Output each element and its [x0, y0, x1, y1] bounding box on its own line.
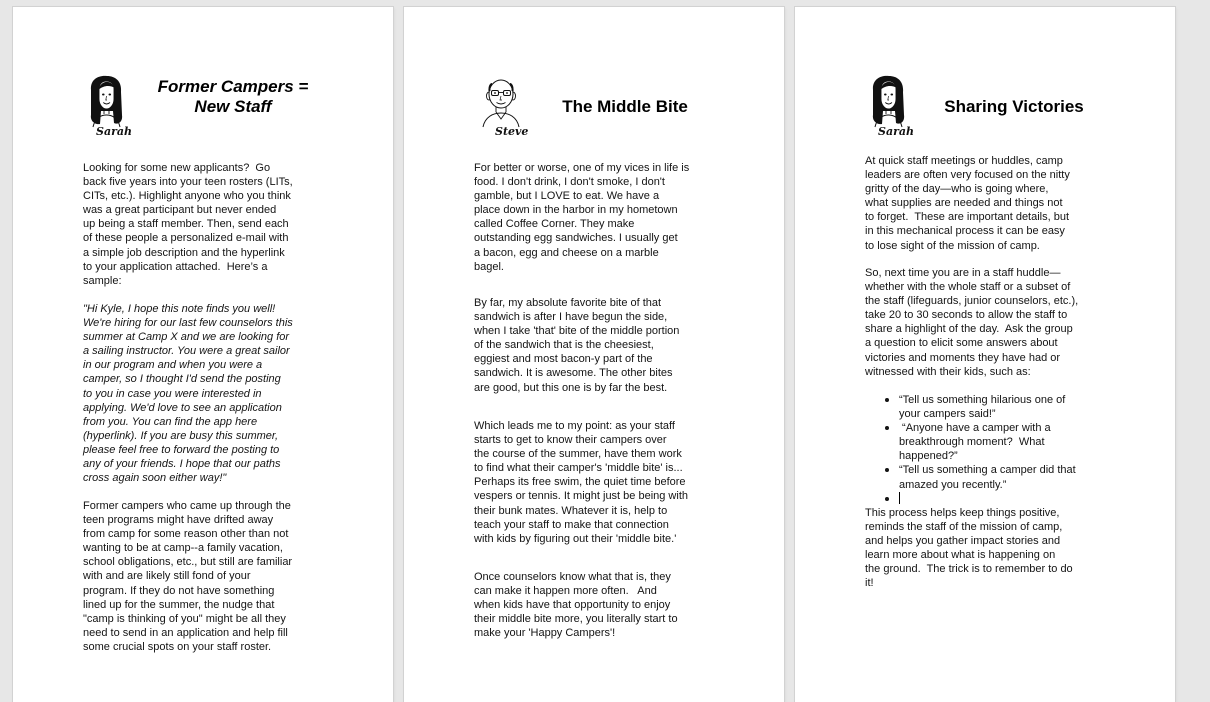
text-line: whether with the whole staff or a subset of [865, 281, 1071, 294]
text-line: can make it happen more often. And [474, 585, 657, 598]
text-line: outstanding egg sandwiches. I usually get [474, 232, 678, 245]
text-line: CITs, etc.). Highlight anyone who you think [83, 190, 291, 203]
text-line: reminds the staff of the mission of camp, [865, 521, 1063, 534]
author-signature: Sarah [878, 125, 914, 137]
text-line: teen programs might have drifted away [83, 514, 274, 527]
text-line: up being a staff member. Then, send each [83, 218, 289, 231]
text-line: breakthrough moment? What [899, 436, 1045, 449]
text-line: from camp for some reason other than not [83, 528, 289, 541]
text-line: to forget. These are important details, but [865, 211, 1070, 224]
text-line: are good, but this one is by far the best. [474, 381, 668, 394]
text-line: to find what their camper's 'middle bite' is... [474, 462, 683, 475]
text-line: By far, my absolute favorite bite of that [474, 297, 662, 309]
text-line: share a highlight of the day. Ask the group [865, 323, 1073, 336]
text-line: to your application attached. Here’s a [83, 260, 268, 273]
text-line: lined up for the summer, the nudge that [83, 598, 275, 611]
text-line: learn more about what is happening on [865, 549, 1056, 562]
steve-avatar-icon [476, 75, 532, 137]
text-line: a question to elicit some answers about [865, 337, 1058, 350]
text-line: some crucial spots on your staff roster. [83, 640, 272, 653]
text-line: camper, so I thought I'd send the posting [83, 373, 281, 386]
bullet-item [884, 421, 1076, 463]
text-line: it! [865, 577, 874, 590]
author-signature: Steve [495, 125, 529, 137]
text-line: applying. We'd love to see an application [83, 401, 282, 414]
text-line: take 20 to 30 seconds to allow the staff to [865, 309, 1068, 322]
bullet-icon [884, 393, 899, 407]
text-line: sandwich. It is awesome. The other bites [474, 367, 673, 380]
text-line: We're hiring for our last few counselors this [83, 317, 293, 330]
text-line: gritty of the day—who is going where, [865, 183, 1049, 196]
sarah-avatar-icon [862, 75, 918, 137]
text-line: their middle bite more, you literally start to [474, 613, 678, 626]
paragraph [474, 419, 688, 546]
text-line: So, next time you are in a staff huddle— [865, 267, 1061, 279]
bullet-text [899, 393, 1065, 421]
page-title [934, 97, 1094, 117]
text-line: back five years into your teen rosters (LITs, [83, 176, 293, 189]
text-line: called Coffee Corner. They make [474, 218, 635, 231]
text-line: witnessed with their kids, such as: [865, 365, 1031, 378]
text-line: For better or worse, one of my vices in life is [474, 162, 690, 174]
text-line: "Hi Kyle, I hope this note finds you well! [83, 303, 276, 315]
text-line: need to send in an application and help fill [83, 626, 288, 639]
text-line: gamble, but I LOVE to eat. We have a [474, 190, 660, 203]
text-line: any of your friends. I hope that our paths [83, 458, 281, 471]
bullet-icon [884, 421, 899, 435]
paragraph [865, 506, 1073, 591]
text-line: Perhaps its free swim, the quiet time before [474, 476, 686, 489]
bullet-list [884, 393, 1076, 506]
text-line: (hyperlink). If you are busy this summer, [83, 429, 279, 442]
paragraph [474, 296, 679, 395]
text-line: food. I don't drink, I don't smoke, I don't [474, 176, 665, 189]
text-line: of these people a personalized e-mail with [83, 232, 289, 245]
page-title-line: Former Campers = [157, 77, 309, 96]
text-line: summer at Camp X and we are looking for [83, 331, 290, 344]
text-line: sandwich is after I have begun the side, [474, 311, 668, 324]
document-page-2[interactable] [404, 7, 784, 702]
text-line: “Tell us something a camper did that [899, 464, 1076, 477]
bullet-icon [884, 463, 899, 477]
text-line: in our program and when you were a [83, 359, 263, 372]
paragraph [83, 161, 293, 288]
text-line: the course of the summer, have them work [474, 448, 682, 461]
text-line: to you in case you were interested in [83, 387, 262, 400]
paragraph [474, 161, 689, 274]
page-title [545, 97, 705, 117]
text-line: vespers or tennis. It might just be being with [474, 490, 688, 503]
text-line: happened?” [899, 450, 958, 463]
page-title [153, 77, 313, 117]
text-line: from you. You can find the app here [83, 415, 258, 428]
text-line: program. If they do not have something [83, 584, 275, 597]
text-line: when I take 'that' bite of the middle portion [474, 325, 680, 338]
text-line: bagel. [474, 260, 504, 273]
text-line: school obligations, etc., but still are familiar [83, 556, 293, 569]
text-line: and helps you gather impact stories and [865, 535, 1061, 548]
text-line: sample: [83, 274, 122, 287]
document-page-1[interactable] [13, 7, 393, 702]
text-line: “Tell us something hilarious one of [899, 394, 1066, 406]
page-title-line: New Staff [194, 97, 272, 116]
text-line: Looking for some new applicants? Go [83, 162, 271, 174]
text-line: a simple job description and the hyperlink [83, 246, 285, 259]
text-line: a sailing instructor. You were a great sailor [83, 345, 290, 358]
bullet-item [884, 492, 1076, 506]
text-line: the ground. The trick is to remember to do [865, 563, 1073, 576]
text-line: Former campers who came up through the [83, 500, 291, 512]
text-line: was a great participant but never ended [83, 204, 277, 217]
sample-email-paragraph [83, 302, 293, 485]
text-line: in this mechanical process it can be easy [865, 225, 1065, 238]
text-line: the staff (lifeguards, junior counselors, etc.), [865, 295, 1079, 308]
text-line: their bunk mates. Whatever it is, help to [474, 504, 668, 517]
text-line: to lose sight of the mission of camp. [865, 239, 1040, 252]
paragraph [83, 499, 292, 654]
text-line: leaders are often very focused on the nitty [865, 169, 1070, 182]
text-line: teach your staff to make that connection [474, 518, 669, 531]
text-line: Which leads me to my point: as your staff [474, 420, 675, 432]
bullet-text [899, 463, 1076, 491]
text-line: “Anyone have a camper with a [899, 422, 1051, 435]
text-line: This process helps keep things positive, [865, 507, 1060, 519]
sarah-avatar-icon [80, 75, 136, 137]
bullet-item [884, 463, 1076, 491]
text-line: eggiest and most bacon-y part of the [474, 353, 653, 366]
text-line: a bacon, egg and cheese on a marble [474, 246, 659, 259]
text-line: with and are likely still fond of your [83, 570, 251, 583]
text-line: wanting to be at camp--a family vacation, [83, 542, 283, 555]
text-line: At quick staff meetings or huddles, camp [865, 155, 1063, 167]
paragraph [474, 570, 678, 640]
text-line: "camp is thinking of you" might be all they [83, 612, 286, 625]
text-line: cross again soon either way!" [83, 472, 227, 485]
text-line: please feel free to forward the posting to [83, 443, 280, 456]
author-signature: Sarah [96, 125, 132, 137]
text-line: place down in the harbor in my hometown [474, 204, 678, 217]
text-line: victories and moments they have had or [865, 351, 1061, 364]
page-title-line: The Middle Bite [562, 97, 688, 116]
text-line: your campers said!” [899, 408, 996, 421]
text-cursor [899, 492, 900, 504]
paragraph [865, 266, 1078, 379]
text-line: what supplies are needed and things not [865, 197, 1063, 210]
document-page-3[interactable] [795, 7, 1175, 702]
text-line: with kids by figuring out their 'middle bite.' [474, 532, 677, 545]
paragraph [865, 154, 1070, 253]
text-line: of the sandwich that is the cheesiest, [474, 339, 654, 352]
text-line: Once counselors know what that is, they [474, 571, 671, 583]
text-line: starts to get to know their campers over [474, 434, 667, 447]
bullet-text [899, 421, 1051, 463]
text-line: make your 'Happy Campers'! [474, 627, 616, 640]
text-line: amazed you recently.” [899, 478, 1007, 491]
bullet-icon [884, 492, 899, 506]
text-line: when kids have that opportunity to enjoy [474, 599, 671, 612]
bullet-item [884, 393, 1076, 421]
page-title-line: Sharing Victories [944, 97, 1084, 116]
